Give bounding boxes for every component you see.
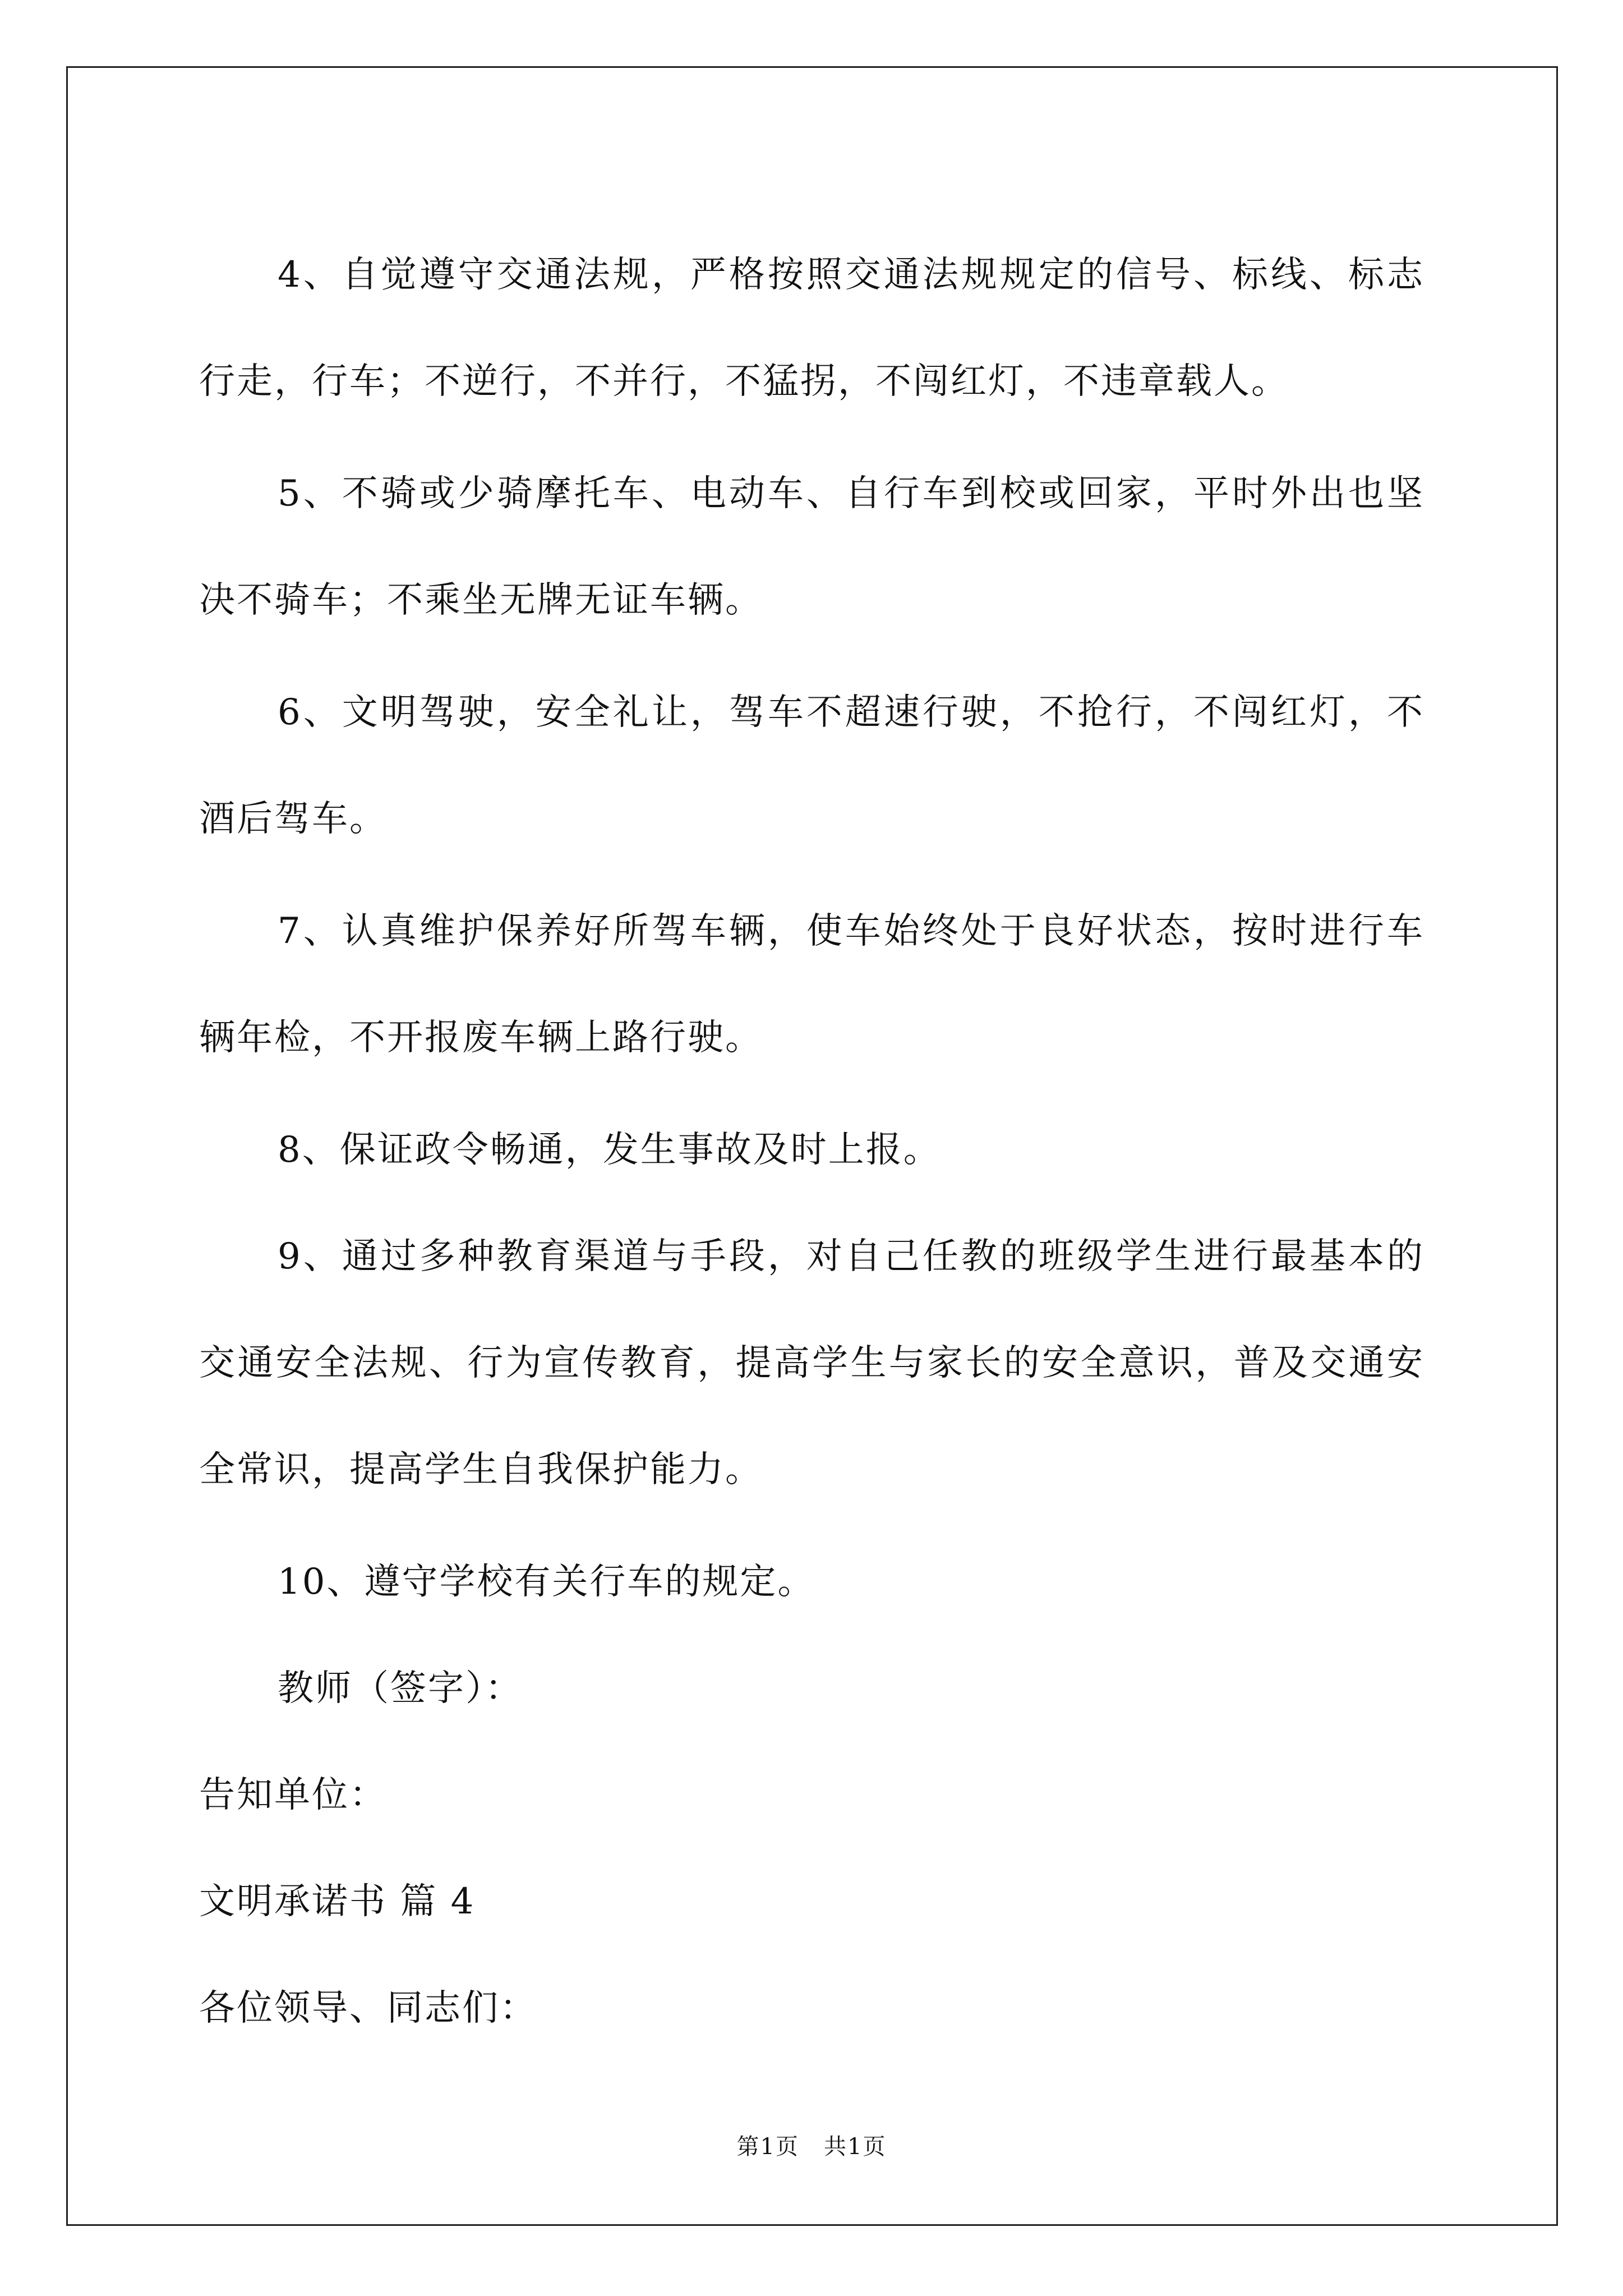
salutation: 各位领导、同志们：: [199, 1987, 537, 2029]
notifying-unit-line: 告知单位：: [199, 1774, 387, 1816]
commitment-item-10: 10、遵守学校有关行车的规定。: [278, 1561, 815, 1603]
page-number-total: 共1页: [824, 2134, 887, 2160]
commitment-item-9: 9、通过多种教育渠道与手段，对自己任教的班级学生进行最基本的交通安全法规、行为宣传教育，提高学生与家长的安全意识，普及交通安全常识，提高学生自我保护能力。: [199, 1236, 1424, 1490]
section-heading: 文明承诺书 篇 4: [199, 1881, 476, 1922]
commitment-item-4: 4、自觉遵守交通法规，严格按照交通法规规定的信号、标线、标志行走，行车；不逆行，不并行，不猛拐，不闯红灯，不违章载人。: [199, 254, 1424, 402]
commitment-item-7: 7、认真维护保养好所驾车辆，使车始终处于良好状态，按时进行车辆年检，不开报废车辆上路行驶。: [199, 910, 1424, 1059]
page-number-current: 第1页: [736, 2134, 799, 2160]
commitment-item-6: 6、文明驾驶，安全礼让，驾车不超速行驶，不抢行，不闯红灯，不酒后驾车。: [199, 692, 1424, 840]
teacher-signature-line: 教师（签字）：: [278, 1668, 523, 1709]
commitment-item-8: 8、保证政令畅通，发生事故及时上报。: [278, 1129, 941, 1171]
commitment-item-5: 5、不骑或少骑摩托车、电动车、自行车到校或回家，平时外出也坚决不骑车；不乘坐无牌无证车辆。: [199, 473, 1424, 621]
document-body: [199, 222, 1424, 2062]
page-footer: [0, 2129, 1623, 2161]
